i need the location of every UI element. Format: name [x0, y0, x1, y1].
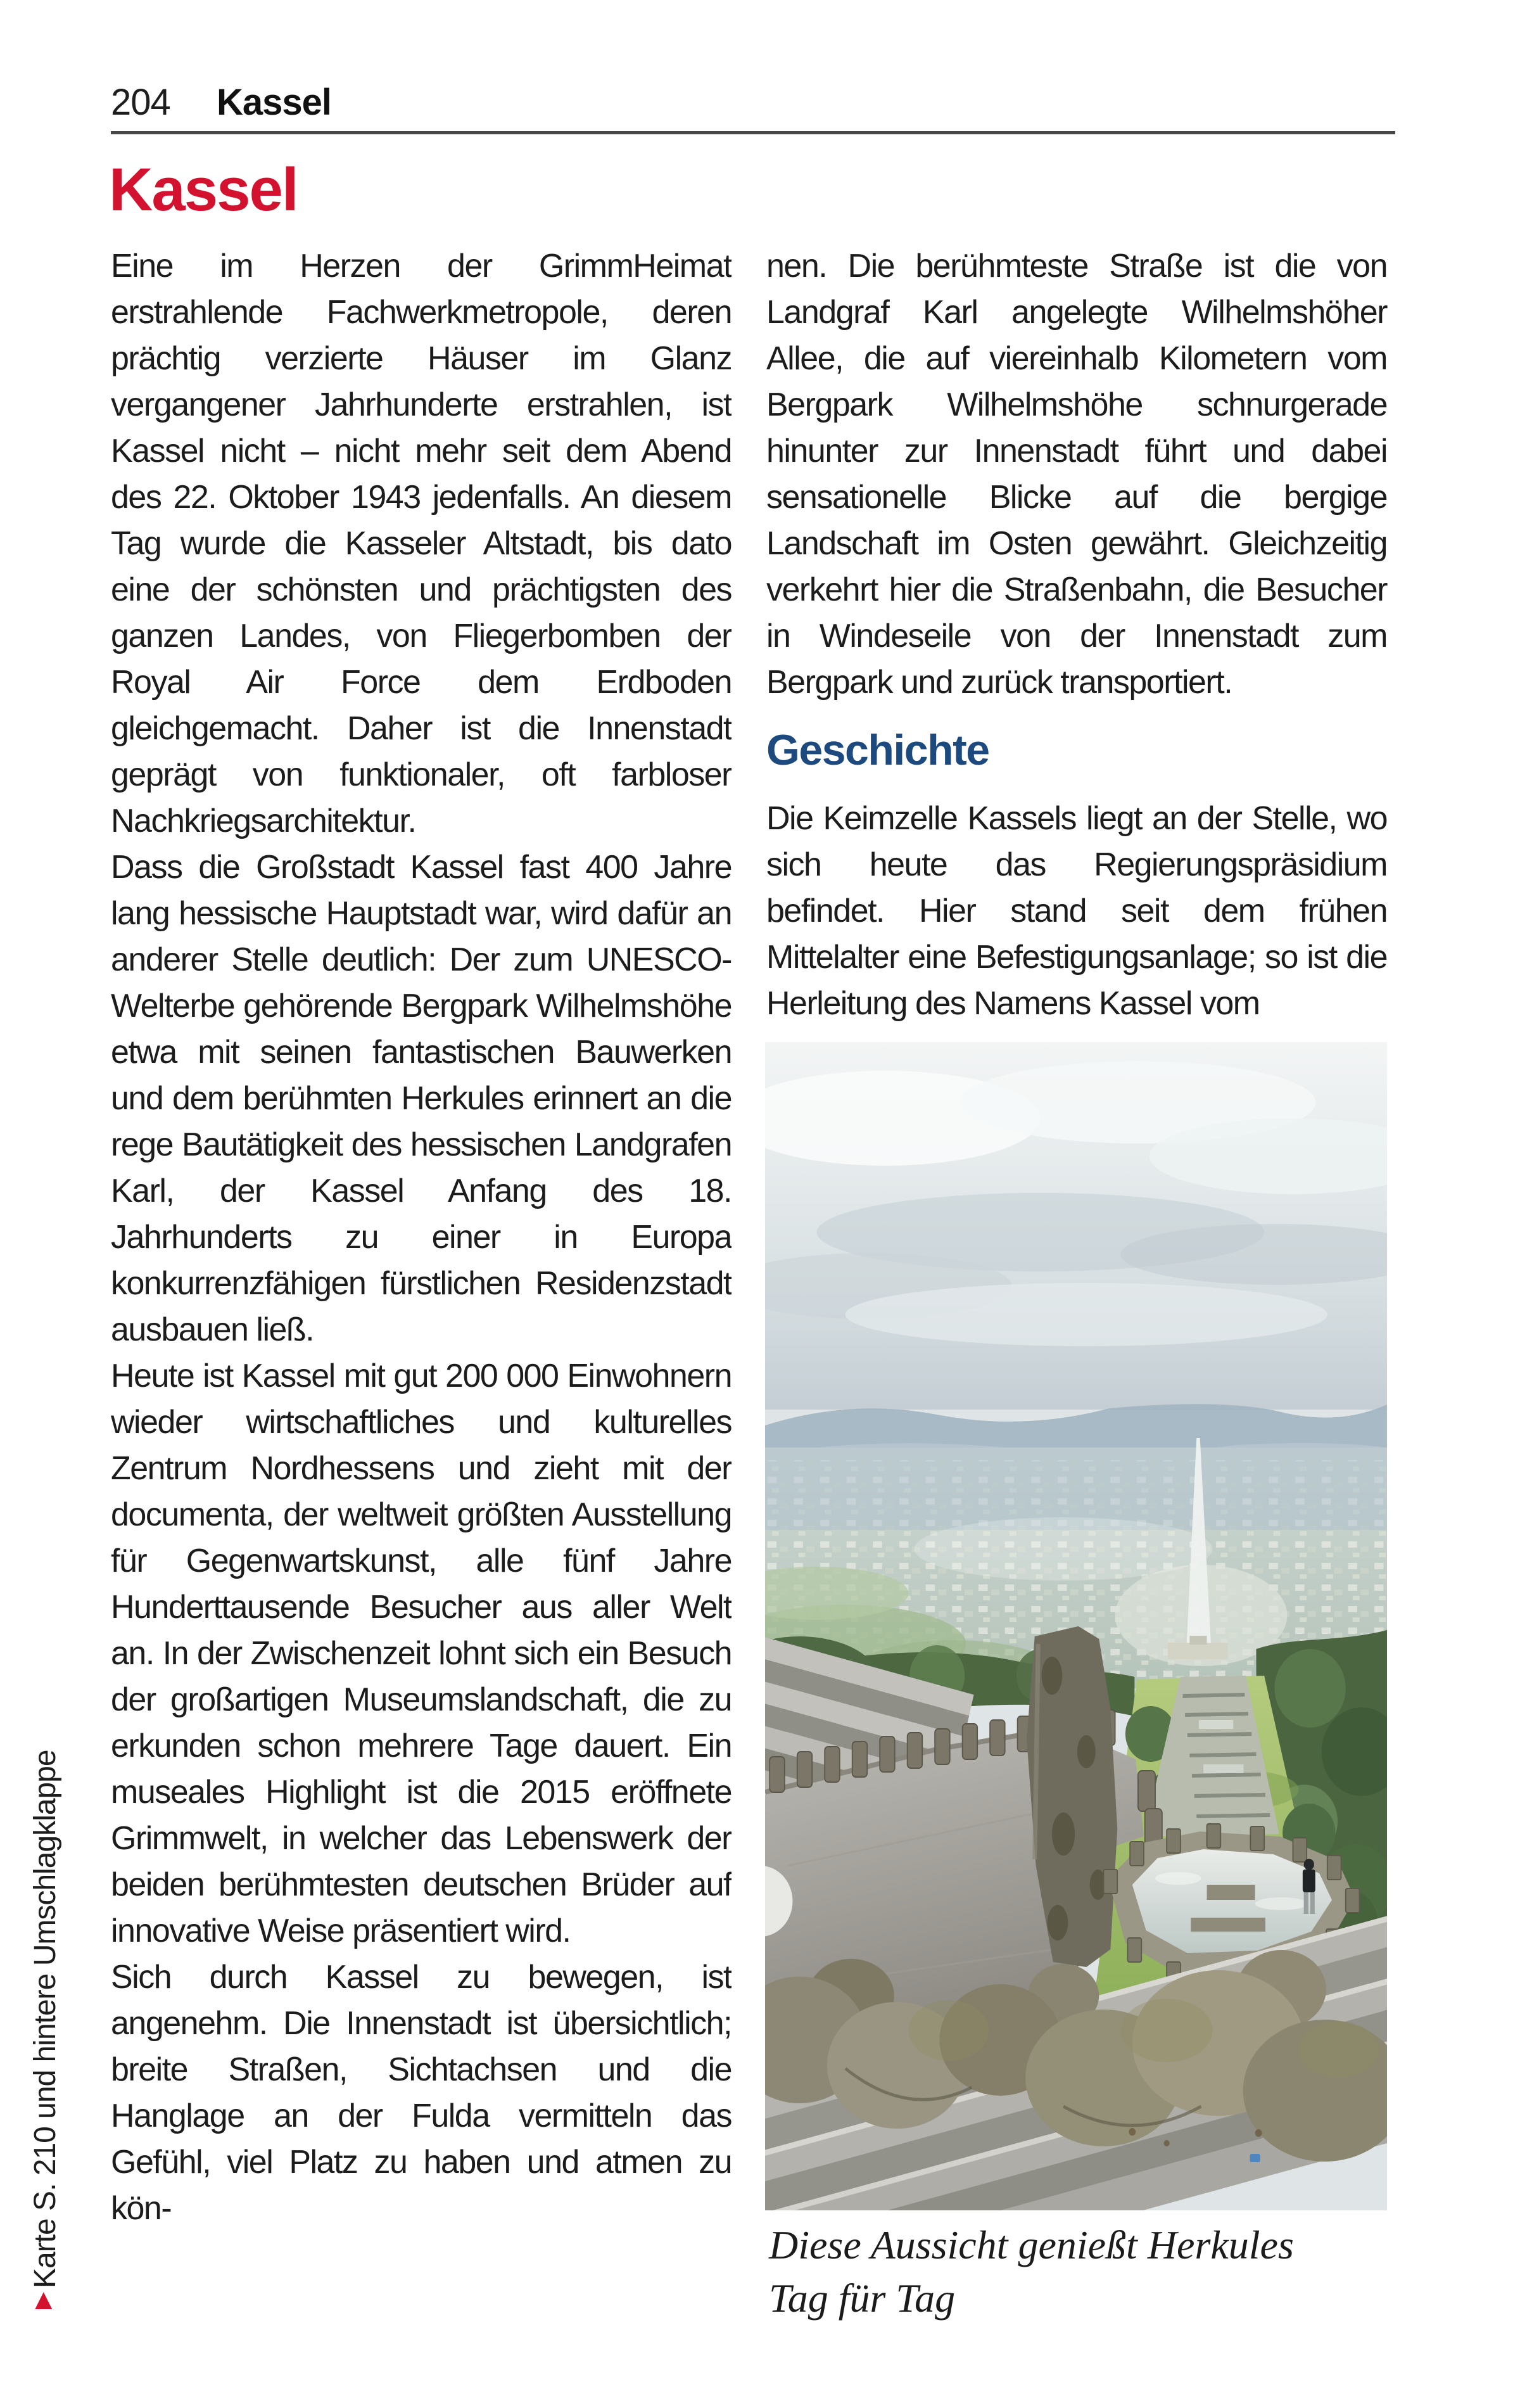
page-title: Kassel	[109, 156, 298, 224]
photo-caption	[769, 2219, 1377, 2325]
paragraph-history-capital: Dass die Großstadt Kassel fast 400 Jahre lang hessische Hauptstadt war, wird dafür an anderer Stelle deutlich: Der zum UNESCO-Welterbe gehörende Bergpark Wilhelmshöhe etwa mit seinen fantastischen Bauwerken und dem berühmten Herkules erinnert an die rege Bautätigkeit des hessischen Landgrafen Karl, der Kassel Anfang des 18. Jahrhunderts zu einer in Europa konkurrenzfähigen fürstlichen Residenzstadt ausbauen ließ.	[111, 849, 732, 1348]
right-column-history	[766, 796, 1387, 1043]
sky	[765, 1042, 1387, 1410]
page-number: 204	[111, 82, 170, 123]
paragraph-allee: nen. Die berühmteste Straße ist die von Landgraf Karl angelegte Wilhelmshöher Allee, die auf viereinhalb Kilometern vom Bergpark Wilhelmshöhe schnurgerade hinunter zur Innenstadt führt und dabei sensationelle Blicke auf die bergige Landschaft im Osten gewährt. Gleichzeitig verkehrt hier die Straßenbahn, die Besucher in Windeseile von der Innenstadt zum Bergpark und zurück transportiert.	[766, 248, 1387, 701]
paragraph-intro: Eine im Herzen der GrimmHeimat erstrahlende Fachwerkmetropole, deren prächtig verzierte Häuser im Glanz vergangener Jahrhunderte erstrahlen, ist Kassel nicht – nicht mehr seit dem Abend des 22. Oktober 1943 jedenfalls. An diesem Tag wurde die Kasseler Altstadt, bis dato eine der schönsten und prächtigsten des ganzen Landes, von Fliegerbomben der Royal Air Force dem Erdboden gleichgemacht. Daher ist die Innenstadt geprägt von funktionaler, oft farbloser Nachkriegsarchitektur.	[111, 248, 732, 839]
blue-litter-speck	[1250, 2154, 1260, 2162]
paragraph-today: Heute ist Kassel mit gut 200 000 Einwohnern wieder wirtschaftliches und kulturelles Zentrum Nordhessens und zieht mit der documenta, der weltweit größten Ausstellung für Gegenwartskunst, alle fünf Jahre Hunderttausende Besucher aus aller Welt an. In der Zwischenzeit lohnt sich ein Besuch der großartigen Museumslandschaft, die zu erkunden schon mehrere Tage dauert. Ein museales Highlight ist die 2015 eröffnete Grimmwelt, in welcher das Lebenswerk der beiden berühmtesten deutschen Brüder auf innovative Weise präsentiert wird.	[111, 1358, 732, 1949]
left-column	[111, 243, 732, 2334]
section-heading-geschichte: Geschichte	[766, 726, 989, 774]
photo-bergpark-herkules-view	[765, 1042, 1387, 2210]
photo-illustration	[765, 1042, 1387, 2210]
header-rule	[111, 131, 1395, 134]
schloss-wilhelmshoehe	[1168, 1643, 1227, 1659]
paragraph-keimzelle: Die Keimzelle Kassels liegt an der Stelle, wo sich heute das Regierungspräsidium befindet. Hier stand seit dem frühen Mittelalter eine Befestigungsanlage; so ist die Herleitung des Namens Kassel vom	[766, 800, 1387, 1022]
paragraph-moving: Sich durch Kassel zu bewegen, ist angenehm. Die Innenstadt ist übersichtlich; breite Straßen, Sichtachsen und die Hanglage an der Fulda vermitteln das Gefühl, viel Platz zu haben und atmen zu kön-	[111, 1959, 732, 2227]
map-marker-triangle-icon: ▲	[29, 2283, 58, 2316]
margin-map-note: Karte S. 210 und hintere Umschlagklappe	[28, 1750, 62, 2288]
running-head: Kassel	[217, 82, 332, 123]
right-column-continuation	[766, 243, 1387, 706]
photo-caption-line1: Diese Aussicht genießt Herkules	[769, 2222, 1294, 2267]
photo-caption-line2: Tag für Tag	[769, 2276, 956, 2321]
